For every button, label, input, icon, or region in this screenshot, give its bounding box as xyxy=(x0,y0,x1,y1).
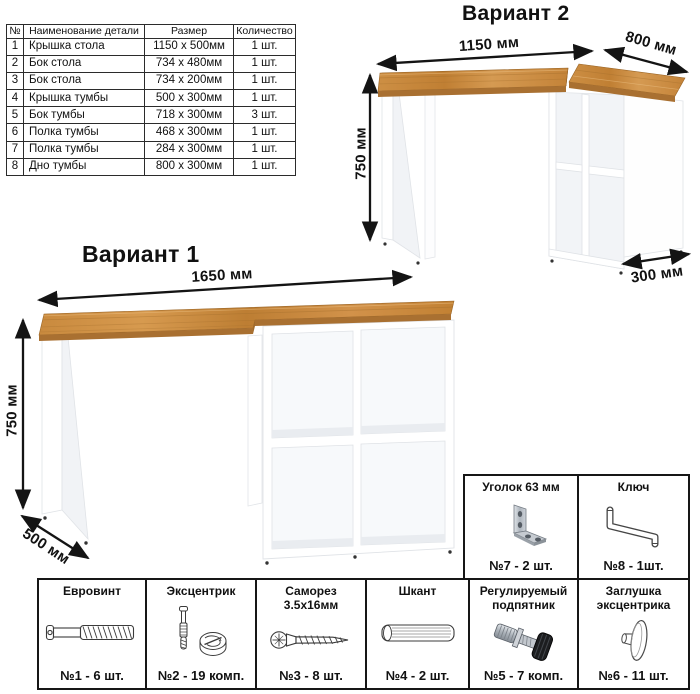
variant1-shelf-unit xyxy=(263,320,454,565)
col-header-num: № xyxy=(7,25,24,39)
hardware-item-cam-lock xyxy=(145,580,255,688)
table-cell: 1 шт. xyxy=(234,142,296,159)
variant1-left-panel xyxy=(42,335,262,545)
hardware-label: Евровинт xyxy=(63,584,121,598)
cam-cap-icon xyxy=(612,615,656,665)
table-cell: 3 шт. xyxy=(234,107,296,124)
hardware-count: №8 - 1шт. xyxy=(603,558,664,573)
table-cell: Полка тумбы xyxy=(24,124,145,141)
parts-table xyxy=(6,24,296,176)
table-cell: 284 x 300мм xyxy=(145,142,234,159)
table-cell: 1 шт. xyxy=(234,73,296,90)
table-cell: 2 xyxy=(7,56,24,73)
hardware-label: Регулируемый подпятник xyxy=(479,584,568,612)
hardware-count: №6 - 11 шт. xyxy=(598,668,669,683)
table-cell: Дно тумбы xyxy=(24,159,145,176)
table-cell: 1 шт. xyxy=(234,124,296,141)
table-cell: 6 xyxy=(7,124,24,141)
table-cell: 5 xyxy=(7,107,24,124)
table-cell: 1 шт. xyxy=(234,159,296,176)
table-cell: 1 шт. xyxy=(234,90,296,107)
hardware-item-adjustable-foot xyxy=(468,580,577,688)
hardware-count: №7 - 2 шт. xyxy=(489,558,553,573)
hardware-label: Саморез 3.5x16мм xyxy=(283,584,339,612)
table-cell: 734 x 200мм xyxy=(145,73,234,90)
hardware-item-key xyxy=(577,476,688,578)
hardware-label: Эксцентрик xyxy=(166,584,236,598)
variant2-title: Вариант 2 xyxy=(462,2,570,25)
variant2-left-panel xyxy=(382,92,435,265)
table-cell: 800 x 300мм xyxy=(145,159,234,176)
hardware-item-cam-cap xyxy=(577,580,688,688)
hardware-count: №2 - 19 комп. xyxy=(157,668,245,683)
adjustable-foot-icon xyxy=(491,614,557,666)
variant2-cabinet xyxy=(549,92,683,275)
euro-screw-icon xyxy=(45,619,139,647)
table-cell: 734 x 480мм xyxy=(145,56,234,73)
table-cell: Бок стола xyxy=(24,56,145,73)
variant2-width-dim-label: 1150 мм xyxy=(458,33,520,56)
table-cell: 718 x 300мм xyxy=(145,107,234,124)
corner-bracket-icon xyxy=(490,501,552,551)
table-cell: 3 xyxy=(7,73,24,90)
variant1-depth-dim-label: 500 мм xyxy=(19,525,73,568)
variant2-side-dim-label: 300 мм xyxy=(629,262,685,287)
table-cell: 8 xyxy=(7,159,24,176)
col-header-name: Наименование детали xyxy=(24,25,145,39)
variant2-height-dim-label: 750 мм xyxy=(352,127,370,180)
table-cell: 1 шт. xyxy=(234,56,296,73)
hardware-item-dowel xyxy=(365,580,468,688)
wood-screw-icon xyxy=(269,623,353,657)
hardware-label: Заглушка эксцентрика xyxy=(596,584,671,612)
cam-lock-icon xyxy=(169,605,233,661)
table-cell: 1150 x 500мм xyxy=(145,39,234,56)
variant1-width-dim-label: 1650 мм xyxy=(190,265,254,286)
variant2-desk-illustration xyxy=(335,28,700,288)
table-cell: Крышка стола xyxy=(24,39,145,56)
hardware-item-wood-screw xyxy=(255,580,365,688)
hardware-label: Уголок 63 мм xyxy=(482,480,560,494)
variant2-wood-top xyxy=(375,64,687,102)
dowel-icon xyxy=(378,620,458,646)
hardware-box-top xyxy=(463,474,690,578)
hex-key-icon xyxy=(598,504,670,548)
table-cell: 1 шт. xyxy=(234,39,296,56)
hardware-count: №4 - 2 шт. xyxy=(385,668,450,683)
table-cell: 4 xyxy=(7,90,24,107)
col-header-size: Размер xyxy=(145,25,234,39)
hardware-box-bottom xyxy=(37,578,690,690)
table-cell: 1 xyxy=(7,39,24,56)
table-cell: 7 xyxy=(7,142,24,159)
hardware-count: №1 - 6 шт. xyxy=(60,668,124,683)
table-cell: 468 x 300мм xyxy=(145,124,234,141)
hardware-item-euro-screw xyxy=(39,580,145,688)
hardware-count: №3 - 8 шт. xyxy=(279,668,343,683)
table-cell: Крышка тумбы xyxy=(24,90,145,107)
hardware-label: Шкант xyxy=(398,584,437,598)
variant1-height-dim-label: 750 мм xyxy=(3,384,21,437)
hardware-count: №5 - 7 комп. xyxy=(483,668,564,683)
variant1-desk-illustration xyxy=(8,252,463,572)
variant2-depth-dim-label: 800 мм xyxy=(623,28,679,59)
table-cell: Бок тумбы xyxy=(24,107,145,124)
hardware-label: Ключ xyxy=(617,480,650,494)
col-header-qty: Количество xyxy=(234,25,296,39)
variant1-title: Вариант 1 xyxy=(82,241,200,267)
table-cell: 500 x 300мм xyxy=(145,90,234,107)
table-cell: Бок стола xyxy=(24,73,145,90)
hardware-item-corner-bracket xyxy=(465,476,577,578)
table-cell: Полка тумбы xyxy=(24,142,145,159)
